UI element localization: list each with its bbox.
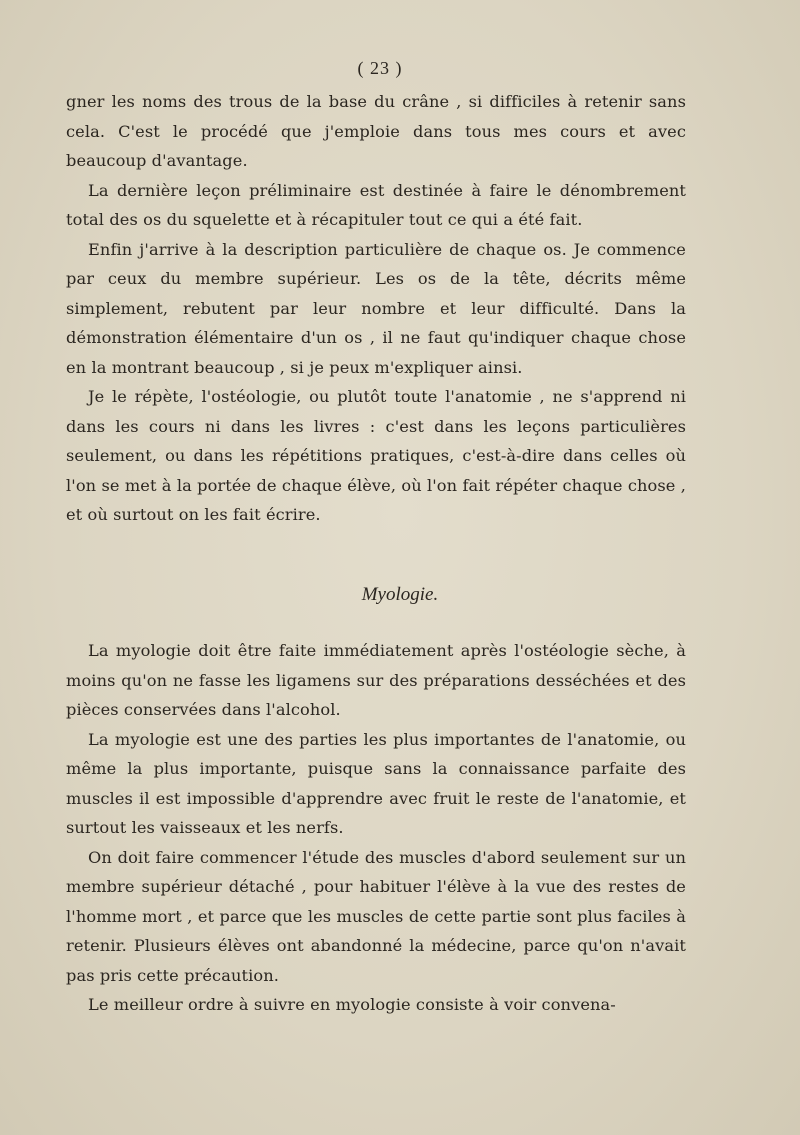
paragraph: Enfin j'arrive à la description particulière de chaque os. Je commence par ceux du membre supérieur. Les os de la tête, décrits même simplement, rebutent par leur nombre et leur difficulté. Dans la démonstration élémentaire d'un os , il ne faut qu'indiquer chaque chose en la montrant beaucoup , si je peux m'expliquer ainsi. (66, 239, 686, 377)
text-block-top (66, 87, 686, 530)
paragraph: La myologie doit être faite immédiatement après l'ostéologie sèche, à moins qu'on ne fasse les ligamens sur des préparations desséchées et des pièces conservées dans l'alcohol. (66, 641, 686, 719)
page-number: ( 23 ) (357, 58, 403, 78)
paragraph: On doit faire commencer l'étude des muscles d'abord seulement sur un membre supérieur détaché , pour habituer l'élève à la vue des restes de l'homme mort , et parce que les muscles de cette partie sont plus faciles à retenir. Plusieurs élèves ont abandonné la médecine, parce qu'on n'avait pas pris cette précaution. (66, 847, 686, 985)
text-block-bottom (66, 636, 686, 1020)
section-heading: Myologie. (361, 584, 439, 605)
paragraph: La myologie est une des parties les plus importantes de l'anatomie, ou même la plus importante, puisque sans la connaissance parfaite des muscles il est impossible d'apprendre avec fruit le reste de l'anatomie, et surtout les vaisseaux et les nerfs. (66, 729, 686, 837)
paragraph: Je le répète, l'ostéologie, ou plutôt toute l'anatomie , ne s'apprend ni dans les cours ni dans les livres : c'est dans les leçons particulières seulement, ou dans les répétitions pratiques, c'est-à-dire dans celles où l'on se met à la portée de chaque élève, où l'on fait répéter chaque chose , et où surtout on les fait écrire. (66, 387, 686, 524)
paragraph-continuation: gner les noms des trous de la base du crâne , si difficiles à retenir sans cela. C'est le procédé que j'emploie dans tous mes cours et avec beaucoup d'avantage. (66, 92, 686, 170)
paragraph: La dernière leçon préliminaire est destinée à faire le dénombrement total des os du squelette et à récapituler tout ce qui a été fait. (66, 180, 686, 229)
paragraph: Le meilleur ordre à suivre en myologie consiste à voir convena- (88, 995, 616, 1014)
